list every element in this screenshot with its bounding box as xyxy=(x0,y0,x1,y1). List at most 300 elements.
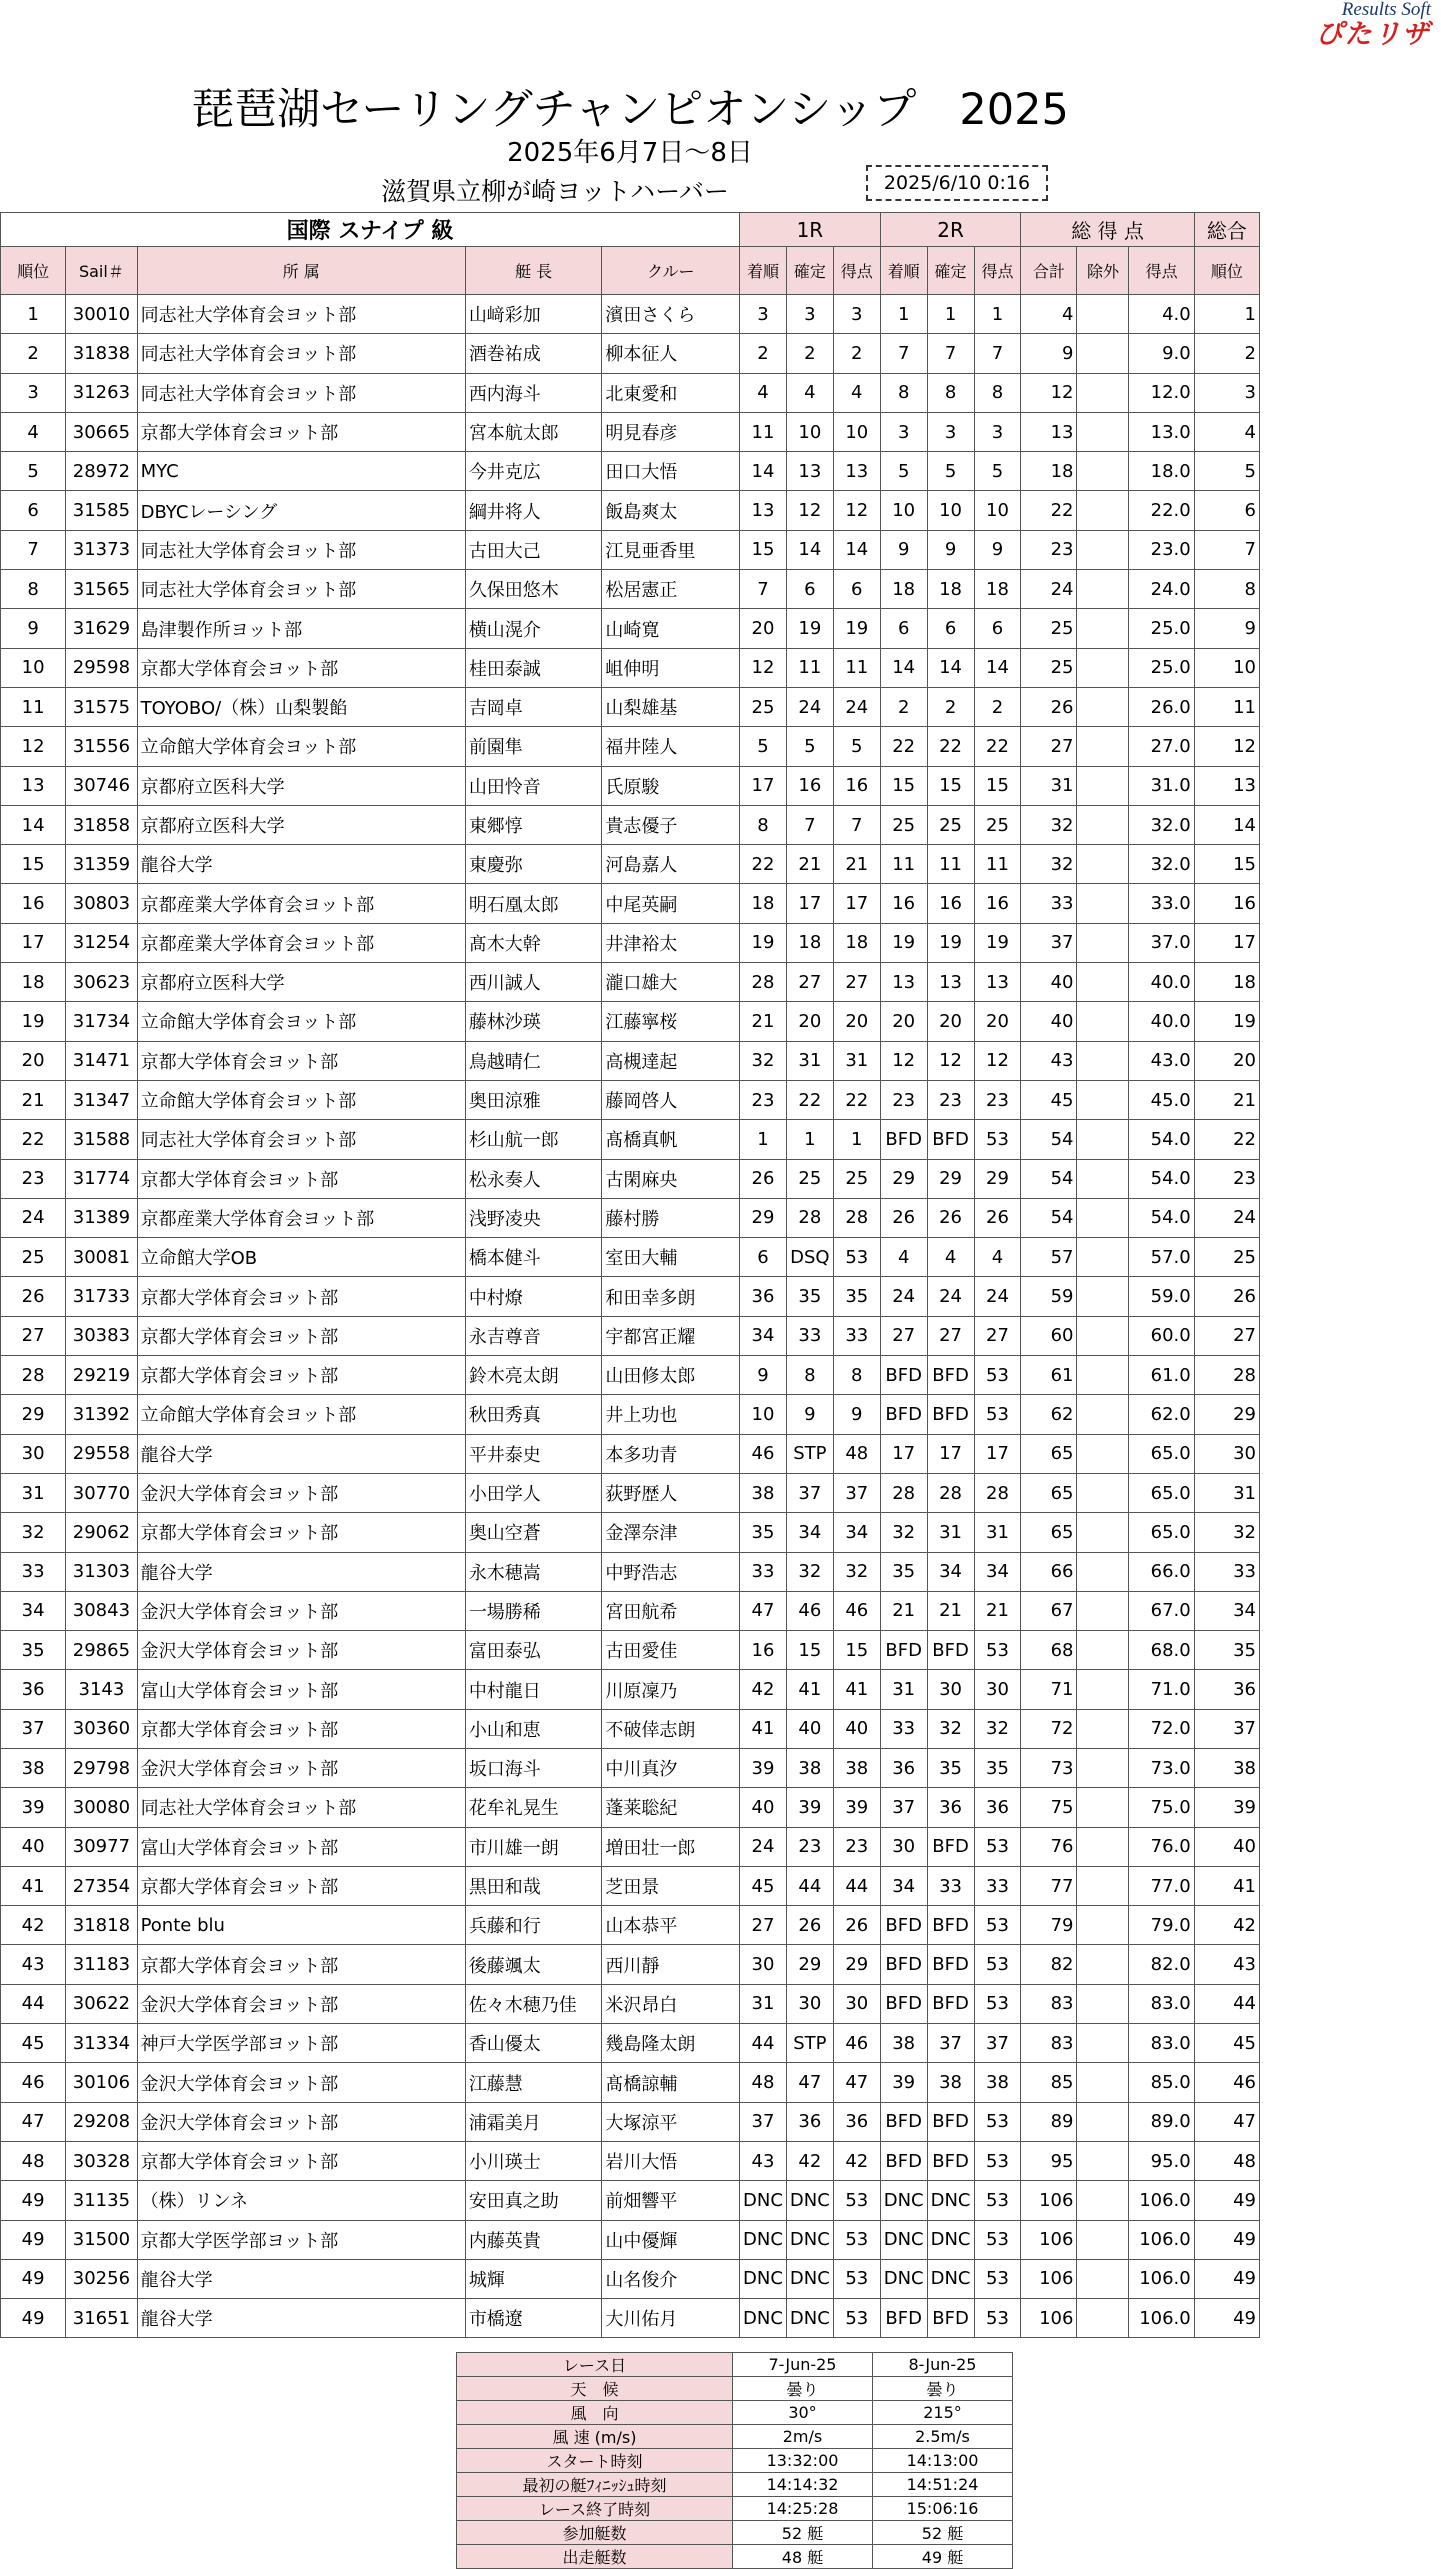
cell-skipper: 市橋遼 xyxy=(465,2299,602,2338)
cell-club: MYC xyxy=(137,452,465,491)
cell-r2-confirm: BFD xyxy=(927,2102,974,2141)
cell-rank: 7 xyxy=(1,530,66,569)
cell-total-sum: 24 xyxy=(1021,570,1077,609)
cell-net-points: 32.0 xyxy=(1129,845,1194,884)
cell-r1-finish: 19 xyxy=(740,923,787,962)
cell-r2-finish: 37 xyxy=(880,1788,927,1827)
cell-r1-finish: 11 xyxy=(740,412,787,451)
cell-r2-points: 10 xyxy=(974,491,1021,530)
cell-r2-finish: BFD xyxy=(880,1356,927,1395)
cell-discard xyxy=(1077,845,1129,884)
cell-crew: 室田大輔 xyxy=(602,1238,740,1277)
cell-r2-confirm: 6 xyxy=(927,609,974,648)
cell-crew: 宮田航希 xyxy=(602,1591,740,1630)
cell-r1-finish: 23 xyxy=(740,1080,787,1119)
cell-r2-points: 14 xyxy=(974,648,1021,687)
cell-r1-finish: 47 xyxy=(740,1591,787,1630)
cell-r2-finish: 9 xyxy=(880,530,927,569)
info-label: レース終了時刻 xyxy=(457,2497,733,2521)
cell-rank: 26 xyxy=(1,1277,66,1316)
cell-total-sum: 82 xyxy=(1021,1945,1077,1984)
cell-rank: 42 xyxy=(1,1906,66,1945)
cell-r2-finish: 38 xyxy=(880,2024,927,2063)
timestamp-box: 2025/6/10 0:16 xyxy=(866,165,1048,201)
cell-club: 京都大学体育会ヨット部 xyxy=(137,1277,465,1316)
cell-net-points: 72.0 xyxy=(1129,1709,1194,1748)
table-row xyxy=(1,1709,1260,1748)
cell-total-sum: 106 xyxy=(1021,2220,1077,2259)
cell-total-sum: 83 xyxy=(1021,2024,1077,2063)
cell-club: 京都大学体育会ヨット部 xyxy=(137,412,465,451)
cell-overall-rank: 7 xyxy=(1194,530,1259,569)
cell-overall-rank: 31 xyxy=(1194,1473,1259,1512)
cell-skipper: 坂口海斗 xyxy=(465,1748,602,1787)
cell-r1-points: 3 xyxy=(833,295,880,334)
cell-total-sum: 67 xyxy=(1021,1591,1077,1630)
cell-sail-number: 29062 xyxy=(66,1513,137,1552)
cell-r2-confirm: 31 xyxy=(927,1513,974,1552)
cell-r1-points: 47 xyxy=(833,2063,880,2102)
cell-r1-finish: 15 xyxy=(740,530,787,569)
col-rank: 順位 xyxy=(1,247,66,295)
cell-skipper: 小川瑛士 xyxy=(465,2141,602,2180)
cell-rank: 24 xyxy=(1,1198,66,1237)
cell-r2-points: 34 xyxy=(974,1552,1021,1591)
cell-r2-confirm: BFD xyxy=(927,1395,974,1434)
cell-discard xyxy=(1077,1002,1129,1041)
race-info-row xyxy=(457,2473,1013,2497)
cell-r2-confirm: 3 xyxy=(927,412,974,451)
cell-crew: 和田幸多朗 xyxy=(602,1277,740,1316)
cell-r2-points: 53 xyxy=(974,2181,1021,2220)
cell-total-sum: 12 xyxy=(1021,373,1077,412)
cell-sail-number: 31585 xyxy=(66,491,137,530)
cell-r1-points: 12 xyxy=(833,491,880,530)
cell-skipper: 吉岡卓 xyxy=(465,687,602,726)
results-body xyxy=(1,295,1260,2338)
cell-r1-confirm: 28 xyxy=(786,1198,833,1237)
cell-rank: 45 xyxy=(1,2024,66,2063)
cell-r2-finish: 13 xyxy=(880,963,927,1002)
cell-total-sum: 68 xyxy=(1021,1631,1077,1670)
cell-r2-finish: 24 xyxy=(880,1277,927,1316)
cell-r1-confirm: 6 xyxy=(786,570,833,609)
cell-net-points: 79.0 xyxy=(1129,1906,1194,1945)
cell-sail-number: 31651 xyxy=(66,2299,137,2338)
cell-crew: 山田修太郎 xyxy=(602,1356,740,1395)
cell-r1-finish: 29 xyxy=(740,1198,787,1237)
table-row xyxy=(1,1473,1260,1512)
cell-r2-confirm: 32 xyxy=(927,1709,974,1748)
table-row xyxy=(1,2102,1260,2141)
cell-r2-confirm: 17 xyxy=(927,1434,974,1473)
cell-skipper: 桂田泰誠 xyxy=(465,648,602,687)
cell-r2-points: 53 xyxy=(974,2102,1021,2141)
cell-r2-confirm: 10 xyxy=(927,491,974,530)
cell-discard xyxy=(1077,727,1129,766)
cell-r1-points: 17 xyxy=(833,884,880,923)
cell-r2-confirm: 2 xyxy=(927,687,974,726)
cell-crew: 宇都宮正耀 xyxy=(602,1316,740,1355)
cell-r1-points: 34 xyxy=(833,1513,880,1552)
table-row xyxy=(1,1513,1260,1552)
cell-skipper: 内藤英貴 xyxy=(465,2220,602,2259)
cell-skipper: 髙木大幹 xyxy=(465,923,602,962)
cell-r2-points: 25 xyxy=(974,805,1021,844)
cell-r1-confirm: 10 xyxy=(786,412,833,451)
cell-club: 京都大学体育会ヨット部 xyxy=(137,2141,465,2180)
cell-discard xyxy=(1077,1709,1129,1748)
cell-r1-finish: 16 xyxy=(740,1631,787,1670)
cell-skipper: 平井泰史 xyxy=(465,1434,602,1473)
cell-net-points: 4.0 xyxy=(1129,295,1194,334)
cell-skipper: 小田学人 xyxy=(465,1473,602,1512)
cell-r2-finish: 14 xyxy=(880,648,927,687)
cell-rank: 4 xyxy=(1,412,66,451)
table-row xyxy=(1,1395,1260,1434)
cell-sail-number: 29208 xyxy=(66,2102,137,2141)
logo-line1: Results Soft xyxy=(1341,0,1431,20)
cell-club: 富山大学体育会ヨット部 xyxy=(137,1670,465,1709)
cell-rank: 12 xyxy=(1,727,66,766)
cell-total-sum: 18 xyxy=(1021,452,1077,491)
cell-club: 京都産業大学体育会ヨット部 xyxy=(137,1198,465,1237)
cell-overall-rank: 35 xyxy=(1194,1631,1259,1670)
cell-rank: 34 xyxy=(1,1591,66,1630)
cell-r2-finish: 10 xyxy=(880,491,927,530)
cell-r1-confirm: 8 xyxy=(786,1356,833,1395)
cell-net-points: 40.0 xyxy=(1129,1002,1194,1041)
cell-r2-confirm: 35 xyxy=(927,1748,974,1787)
cell-r2-confirm: 30 xyxy=(927,1670,974,1709)
col-skipper: 艇 長 xyxy=(465,247,602,295)
cell-sail-number: 3143 xyxy=(66,1670,137,1709)
cell-r2-confirm: 8 xyxy=(927,373,974,412)
cell-r2-points: 18 xyxy=(974,570,1021,609)
cell-r1-points: 53 xyxy=(833,2220,880,2259)
cell-overall-rank: 29 xyxy=(1194,1395,1259,1434)
info-label: 風 向 xyxy=(457,2401,733,2425)
cell-r2-finish: 7 xyxy=(880,334,927,373)
cell-r1-confirm: DNC xyxy=(786,2181,833,2220)
cell-discard xyxy=(1077,1080,1129,1119)
cell-r1-points: 22 xyxy=(833,1080,880,1119)
cell-r1-confirm: 4 xyxy=(786,373,833,412)
cell-total-sum: 22 xyxy=(1021,491,1077,530)
cell-sail-number: 31373 xyxy=(66,530,137,569)
cell-rank: 1 xyxy=(1,295,66,334)
cell-r2-points: 53 xyxy=(974,1631,1021,1670)
cell-r2-points: 9 xyxy=(974,530,1021,569)
cell-skipper: 東慶弥 xyxy=(465,845,602,884)
cell-sail-number: 30080 xyxy=(66,1788,137,1827)
cell-r1-finish: DNC xyxy=(740,2299,787,2338)
cell-total-sum: 32 xyxy=(1021,805,1077,844)
cell-skipper: 市川雄一朗 xyxy=(465,1827,602,1866)
cell-r1-confirm: STP xyxy=(786,2024,833,2063)
cell-skipper: 鈴木亮太朗 xyxy=(465,1356,602,1395)
cell-crew: 川原凜乃 xyxy=(602,1670,740,1709)
table-row xyxy=(1,334,1260,373)
cell-r2-confirm: 7 xyxy=(927,334,974,373)
cell-net-points: 106.0 xyxy=(1129,2181,1194,2220)
table-row xyxy=(1,1277,1260,1316)
cell-club: 同志社大学体育会ヨット部 xyxy=(137,1788,465,1827)
cell-r1-confirm: 20 xyxy=(786,1002,833,1041)
cell-rank: 5 xyxy=(1,452,66,491)
cell-rank: 10 xyxy=(1,648,66,687)
cell-overall-rank: 14 xyxy=(1194,805,1259,844)
cell-r2-confirm: BFD xyxy=(927,1120,974,1159)
cell-rank: 35 xyxy=(1,1631,66,1670)
table-row xyxy=(1,1945,1260,1984)
cell-rank: 48 xyxy=(1,2141,66,2180)
table-row xyxy=(1,1866,1260,1905)
cell-rank: 29 xyxy=(1,1395,66,1434)
cell-overall-rank: 49 xyxy=(1194,2220,1259,2259)
cell-sail-number: 30328 xyxy=(66,2141,137,2180)
cell-r2-confirm: 22 xyxy=(927,727,974,766)
race-info-row xyxy=(457,2545,1013,2569)
cell-overall-rank: 9 xyxy=(1194,609,1259,648)
cell-r1-points: 7 xyxy=(833,805,880,844)
cell-r1-points: 20 xyxy=(833,1002,880,1041)
cell-skipper: 西川誠人 xyxy=(465,963,602,1002)
cell-r1-confirm: 7 xyxy=(786,805,833,844)
cell-r2-finish: 5 xyxy=(880,452,927,491)
cell-rank: 49 xyxy=(1,2220,66,2259)
cell-crew: 大塚涼平 xyxy=(602,2102,740,2141)
cell-overall-rank: 10 xyxy=(1194,648,1259,687)
cell-overall-rank: 2 xyxy=(1194,334,1259,373)
cell-total-sum: 106 xyxy=(1021,2259,1077,2298)
cell-crew: 高槻達起 xyxy=(602,1041,740,1080)
cell-r1-confirm: 23 xyxy=(786,1827,833,1866)
cell-skipper: 松永奏人 xyxy=(465,1159,602,1198)
info-race1: 14:14:32 xyxy=(733,2473,873,2497)
cell-net-points: 68.0 xyxy=(1129,1631,1194,1670)
cell-r2-finish: DNC xyxy=(880,2181,927,2220)
cell-rank: 49 xyxy=(1,2299,66,2338)
cell-crew: 柳本征人 xyxy=(602,334,740,373)
cell-total-sum: 45 xyxy=(1021,1080,1077,1119)
cell-r1-confirm: 30 xyxy=(786,1984,833,2023)
cell-r1-points: 14 xyxy=(833,530,880,569)
cell-r1-points: 53 xyxy=(833,2181,880,2220)
cell-club: （株）リンネ xyxy=(137,2181,465,2220)
cell-sail-number: 30843 xyxy=(66,1591,137,1630)
cell-sail-number: 31135 xyxy=(66,2181,137,2220)
cell-net-points: 32.0 xyxy=(1129,805,1194,844)
info-race1: 52 艇 xyxy=(733,2521,873,2545)
info-label: 風 速 (m/s) xyxy=(457,2425,733,2449)
cell-r1-finish: 22 xyxy=(740,845,787,884)
info-race1: 曇り xyxy=(733,2377,873,2401)
cell-overall-rank: 15 xyxy=(1194,845,1259,884)
cell-r2-points: 2 xyxy=(974,687,1021,726)
info-race2: 215° xyxy=(873,2401,1013,2425)
cell-total-sum: 65 xyxy=(1021,1513,1077,1552)
cell-discard xyxy=(1077,1631,1129,1670)
cell-r2-points: 15 xyxy=(974,766,1021,805)
cell-net-points: 33.0 xyxy=(1129,884,1194,923)
cell-rank: 2 xyxy=(1,334,66,373)
cell-club: 京都府立医科大学 xyxy=(137,963,465,1002)
cell-net-points: 62.0 xyxy=(1129,1395,1194,1434)
cell-crew: 大川佑月 xyxy=(602,2299,740,2338)
race-info-row xyxy=(457,2353,1013,2377)
overall-header: 総合 xyxy=(1194,213,1259,247)
cell-sail-number: 31733 xyxy=(66,1277,137,1316)
cell-total-sum: 32 xyxy=(1021,845,1077,884)
cell-r2-finish: 30 xyxy=(880,1827,927,1866)
cell-total-sum: 75 xyxy=(1021,1788,1077,1827)
cell-total-sum: 83 xyxy=(1021,1984,1077,2023)
cell-r2-points: 27 xyxy=(974,1316,1021,1355)
cell-crew: 北東愛和 xyxy=(602,373,740,412)
cell-r2-confirm: 14 xyxy=(927,648,974,687)
cell-rank: 8 xyxy=(1,570,66,609)
cell-sail-number: 30623 xyxy=(66,963,137,1002)
cell-total-sum: 40 xyxy=(1021,963,1077,1002)
cell-sail-number: 31347 xyxy=(66,1080,137,1119)
cell-club: 立命館大学体育会ヨット部 xyxy=(137,1395,465,1434)
cell-skipper: 浅野凌央 xyxy=(465,1198,602,1237)
cell-club: 京都大学体育会ヨット部 xyxy=(137,648,465,687)
cell-overall-rank: 30 xyxy=(1194,1434,1259,1473)
cell-r1-points: 53 xyxy=(833,2259,880,2298)
cell-r2-finish: 17 xyxy=(880,1434,927,1473)
cell-r1-points: 16 xyxy=(833,766,880,805)
cell-r1-finish: 43 xyxy=(740,2141,787,2180)
cell-overall-rank: 24 xyxy=(1194,1198,1259,1237)
cell-club: Ponte blu xyxy=(137,1906,465,1945)
cell-club: 金沢大学体育会ヨット部 xyxy=(137,2063,465,2102)
cell-r1-points: 37 xyxy=(833,1473,880,1512)
cell-overall-rank: 6 xyxy=(1194,491,1259,530)
cell-overall-rank: 16 xyxy=(1194,884,1259,923)
cell-crew: 増田壮一郎 xyxy=(602,1827,740,1866)
cell-r2-finish: BFD xyxy=(880,1945,927,1984)
cell-discard xyxy=(1077,1591,1129,1630)
table-row xyxy=(1,609,1260,648)
cell-total-sum: 33 xyxy=(1021,884,1077,923)
cell-discard xyxy=(1077,1473,1129,1512)
cell-skipper: 佐々木穂乃佳 xyxy=(465,1984,602,2023)
table-row xyxy=(1,1080,1260,1119)
info-label: 出走艇数 xyxy=(457,2545,733,2569)
cell-skipper: 江藤慧 xyxy=(465,2063,602,2102)
table-row xyxy=(1,648,1260,687)
cell-skipper: 兵藤和行 xyxy=(465,1906,602,1945)
cell-sail-number: 31858 xyxy=(66,805,137,844)
cell-r1-points: 9 xyxy=(833,1395,880,1434)
cell-r1-confirm: 14 xyxy=(786,530,833,569)
cell-skipper: 黒田和哉 xyxy=(465,1866,602,1905)
cell-total-sum: 43 xyxy=(1021,1041,1077,1080)
cell-club: 京都大学体育会ヨット部 xyxy=(137,1709,465,1748)
cell-overall-rank: 48 xyxy=(1194,2141,1259,2180)
cell-net-points: 61.0 xyxy=(1129,1356,1194,1395)
table-row xyxy=(1,2299,1260,2338)
cell-r2-finish: 39 xyxy=(880,2063,927,2102)
cell-r1-points: 32 xyxy=(833,1552,880,1591)
cell-overall-rank: 23 xyxy=(1194,1159,1259,1198)
col-sail: Sail＃ xyxy=(66,247,137,295)
cell-rank: 49 xyxy=(1,2181,66,2220)
cell-total-sum: 59 xyxy=(1021,1277,1077,1316)
cell-skipper: 久保田悠木 xyxy=(465,570,602,609)
cell-club: DBYCレーシング xyxy=(137,491,465,530)
cell-r1-finish: 9 xyxy=(740,1356,787,1395)
cell-r2-points: 20 xyxy=(974,1002,1021,1041)
cell-club: 立命館大学体育会ヨット部 xyxy=(137,1002,465,1041)
cell-club: 金沢大学体育会ヨット部 xyxy=(137,1631,465,1670)
cell-crew: 瀧口雄大 xyxy=(602,963,740,1002)
cell-r1-confirm: 18 xyxy=(786,923,833,962)
cell-r2-finish: BFD xyxy=(880,1906,927,1945)
cell-r1-confirm: 37 xyxy=(786,1473,833,1512)
cell-sail-number: 31774 xyxy=(66,1159,137,1198)
cell-r1-finish: 34 xyxy=(740,1316,787,1355)
cell-r1-confirm: 31 xyxy=(786,1041,833,1080)
cell-sail-number: 31565 xyxy=(66,570,137,609)
cell-discard xyxy=(1077,2141,1129,2180)
cell-skipper: 綱井将人 xyxy=(465,491,602,530)
cell-discard xyxy=(1077,1748,1129,1787)
cell-r1-points: 46 xyxy=(833,2024,880,2063)
cell-r1-points: 6 xyxy=(833,570,880,609)
cell-crew: 不破倖志朗 xyxy=(602,1709,740,1748)
cell-crew: 岨伸明 xyxy=(602,648,740,687)
cell-discard xyxy=(1077,1159,1129,1198)
cell-club: 龍谷大学 xyxy=(137,1552,465,1591)
cell-r1-confirm: DNC xyxy=(786,2299,833,2338)
table-row xyxy=(1,1631,1260,1670)
cell-skipper: 奥山空蒼 xyxy=(465,1513,602,1552)
cell-r1-points: 8 xyxy=(833,1356,880,1395)
event-dates: 2025年6月7日～8日 xyxy=(507,138,753,168)
cell-r1-confirm: 42 xyxy=(786,2141,833,2180)
cell-overall-rank: 5 xyxy=(1194,452,1259,491)
cell-overall-rank: 19 xyxy=(1194,1002,1259,1041)
cell-club: TOYOBO/（株）山梨製餡 xyxy=(137,687,465,726)
cell-total-sum: 95 xyxy=(1021,2141,1077,2180)
cell-r1-points: 19 xyxy=(833,609,880,648)
cell-r2-points: 28 xyxy=(974,1473,1021,1512)
cell-r1-points: 4 xyxy=(833,373,880,412)
cell-discard xyxy=(1077,609,1129,648)
cell-crew: 江藤寧桜 xyxy=(602,1002,740,1041)
cell-net-points: 54.0 xyxy=(1129,1120,1194,1159)
cell-sail-number: 31838 xyxy=(66,334,137,373)
cell-net-points: 23.0 xyxy=(1129,530,1194,569)
cell-net-points: 106.0 xyxy=(1129,2259,1194,2298)
cell-r1-confirm: 22 xyxy=(786,1080,833,1119)
table-row xyxy=(1,1238,1260,1277)
cell-r1-points: 13 xyxy=(833,452,880,491)
cell-club: 京都大学体育会ヨット部 xyxy=(137,1159,465,1198)
cell-r1-finish: 6 xyxy=(740,1238,787,1277)
cell-total-sum: 66 xyxy=(1021,1552,1077,1591)
cell-crew: 荻野歴人 xyxy=(602,1473,740,1512)
cell-sail-number: 30803 xyxy=(66,884,137,923)
cell-crew: 明見春彦 xyxy=(602,412,740,451)
cell-r2-confirm: DNC xyxy=(927,2220,974,2259)
col-sum: 合計 xyxy=(1021,247,1077,295)
cell-crew: 金澤奈津 xyxy=(602,1513,740,1552)
cell-sail-number: 31471 xyxy=(66,1041,137,1080)
